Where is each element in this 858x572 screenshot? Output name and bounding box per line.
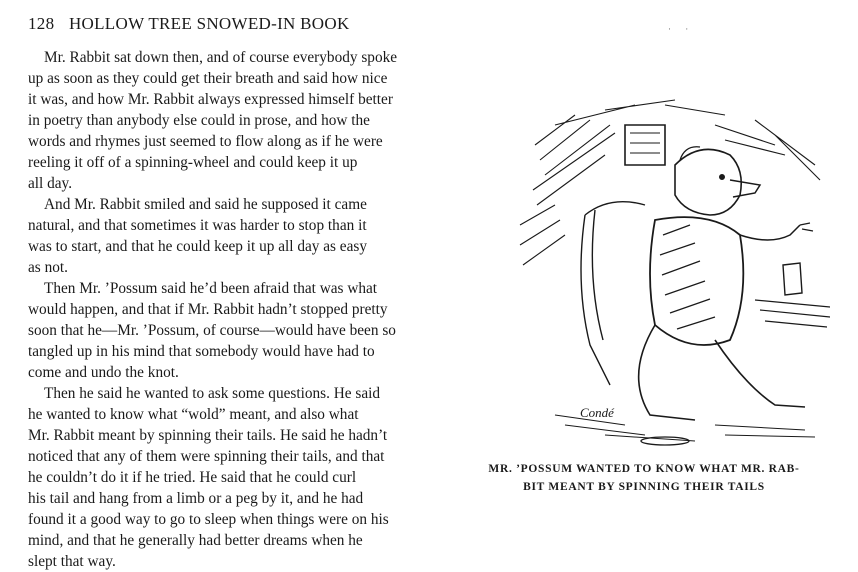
text-line: Mr. Rabbit meant by spinning their tails. He said he hadn’t xyxy=(28,427,388,444)
text-line: found it a good way to go to sleep when things were on his xyxy=(28,511,389,528)
caption-line: MR. ’POSSUM WANTED TO KNOW WHAT MR. RAB- xyxy=(488,463,800,475)
text-line: tangled up in his mind that somebody would have had to xyxy=(28,343,375,360)
running-header xyxy=(28,14,350,34)
text-line: noticed that any of them were spinning their tails, and that xyxy=(28,448,385,465)
text-line: natural, and that sometimes it was harder to stop than it xyxy=(28,217,367,234)
text-line: Then he said he wanted to ask some questions. He said xyxy=(44,385,381,402)
print-specks: · · xyxy=(668,24,695,34)
text-line: it was, and how Mr. Rabbit always expressed himself better xyxy=(28,91,393,108)
caption-line: BIT MEANT BY SPINNING THEIR TAILS xyxy=(523,481,765,493)
text-line: Mr. Rabbit sat down then, and of course everybody spoke xyxy=(44,49,398,66)
page-number: 128 xyxy=(28,14,55,33)
text-line: as not. xyxy=(28,259,68,276)
text-line: he couldn’t do it if he tried. He said that he could curl xyxy=(28,469,357,486)
text-line: in poetry than anybody else could in prose, and how the xyxy=(28,112,370,129)
text-line: mind, and that he generally had better dreams when he xyxy=(28,532,363,549)
text-line: words and rhymes just seemed to flow along as if he were xyxy=(28,133,383,150)
text-line: come and undo the knot. xyxy=(28,364,179,381)
illustration-caption xyxy=(430,460,858,496)
text-line: his tail and hang from a limb or a peg by it, and he had xyxy=(28,490,364,507)
artist-signature: Condé xyxy=(580,405,614,420)
text-line: would happen, and that if Mr. Rabbit hadn’t stopped pretty xyxy=(28,301,388,318)
possum-illustration xyxy=(515,85,830,455)
left-page xyxy=(0,0,430,570)
text-line: soon that he—Mr. ’Possum, of course—would have been so xyxy=(28,322,396,339)
book-title: HOLLOW TREE SNOWED-IN BOOK xyxy=(68,14,350,33)
text-line: was to start, and that he could keep it up all day as easy xyxy=(28,238,367,255)
text-line: Then Mr. ’Possum said he’d been afraid that was what xyxy=(44,280,378,297)
text-line: slept that way. xyxy=(28,553,116,570)
text-line: he wanted to know what “wold” meant, and also what xyxy=(28,406,359,423)
text-line: up as soon as they could get their breath and said how nice xyxy=(28,70,388,87)
right-page xyxy=(430,0,858,555)
text-line: all day. xyxy=(28,175,73,192)
text-line: And Mr. Rabbit smiled and said he supposed it came xyxy=(44,196,367,213)
text-line: reeling it off of a spinning-wheel and could keep it up xyxy=(28,154,358,171)
